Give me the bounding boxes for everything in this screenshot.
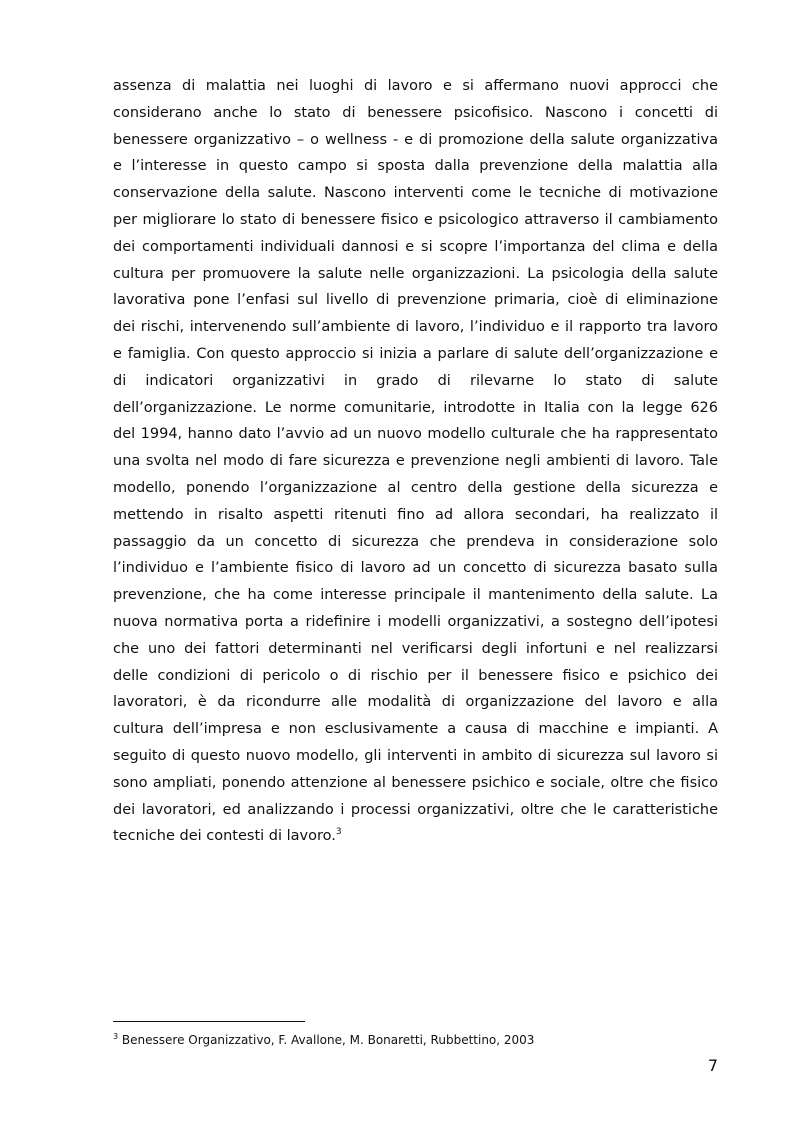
text-line: considerano anche lo stato di benessere psicofisico. Nascono i concetti di	[113, 104, 718, 121]
text-line: seguito di questo nuovo modello, gli interventi in ambito di sicurezza sul lavoro si	[113, 747, 718, 764]
text-line: che uno dei fattori determinanti nel verificarsi degli infortuni e nel realizzarsi	[113, 640, 718, 657]
text-line: mettendo in risalto aspetti ritenuti fino ad allora secondari, ha realizzato il	[113, 506, 718, 523]
text-line: sono ampliati, ponendo attenzione al benessere psichico e sociale, oltre che fisico	[113, 774, 718, 791]
text-line: per migliorare lo stato di benessere fisico e psicologico attraverso il cambiamento	[113, 211, 718, 228]
text-line: l’individuo e l’ambiente fisico di lavoro ad un concetto di sicurezza basato sulla	[113, 560, 718, 577]
text-line: lavoratori, è da ricondurre alle modalità di organizzazione del lavoro e alla	[113, 694, 718, 711]
text-line: dell’organizzazione. Le norme comunitarie, introdotte in Italia con la legge 626	[113, 399, 718, 416]
text-line: del 1994, hanno dato l’avvio ad un nuovo modello culturale che ha rappresentato	[113, 426, 718, 443]
text-line: nuova normativa porta a ridefinire i modelli organizzativi, a sostegno dell’ipotesi	[113, 613, 718, 630]
text-line-last-content: tecniche dei contesti di lavoro.	[113, 828, 336, 845]
footnote-separator	[113, 1021, 305, 1022]
text-line: dei comportamenti individuali dannosi e si scopre l’importanza del clima e della	[113, 238, 718, 255]
text-line-last	[113, 823, 718, 850]
footnote	[113, 1031, 718, 1049]
text-line: e l’interesse in questo campo si sposta dalla prevenzione della malattia alla	[113, 158, 718, 175]
text-line: conservazione della salute. Nascono interventi come le tecniche di motivazione	[113, 185, 718, 202]
page-number: 7	[707, 1056, 718, 1075]
text-line: di indicatori organizzativi in grado di rilevarne lo stato di salute	[113, 372, 718, 389]
text-line: una svolta nel modo di fare sicurezza e prevenzione negli ambienti di lavoro. Tale	[113, 453, 718, 470]
text-line: passaggio da un concetto di sicurezza che prendeva in considerazione solo	[113, 533, 718, 550]
text-line: dei rischi, intervenendo sull’ambiente di lavoro, l’individuo e il rapporto tra lavoro	[113, 319, 718, 336]
text-line: dei lavoratori, ed analizzando i processi organizzativi, oltre che le caratteristiche	[113, 801, 718, 818]
text-line: prevenzione, che ha come interesse principale il mantenimento della salute. La	[113, 587, 718, 604]
footnote-text: Benessere Organizzativo, F. Avallone, M. Bonaretti, Rubbettino, 2003	[121, 1033, 535, 1047]
text-line: lavorativa pone l’enfasi sul livello di prevenzione primaria, cioè di eliminazione	[113, 292, 718, 309]
footnote-reference[interactable]: 3	[335, 827, 342, 838]
text-line: modello, ponendo l’organizzazione al centro della gestione della sicurezza e	[113, 479, 718, 496]
text-line: cultura per promuovere la salute nelle organizzazioni. La psicologia della salute	[113, 265, 718, 282]
text-line: delle condizioni di pericolo o di rischio per il benessere fisico e psichico dei	[113, 667, 718, 684]
body-paragraph	[113, 73, 718, 850]
text-line: assenza di malattia nei luoghi di lavoro e si affermano nuovi approcci che	[113, 78, 718, 94]
text-line: e famiglia. Con questo approccio si inizia a parlare di salute dell’organizzazione e	[113, 345, 718, 362]
text-line: cultura dell’impresa e non esclusivamente a causa di macchine e impianti. A	[113, 721, 718, 738]
footnote-marker: 3	[113, 1032, 119, 1041]
text-line: benessere organizzativo – o wellness - e di promozione della salute organizzativa	[113, 131, 718, 148]
